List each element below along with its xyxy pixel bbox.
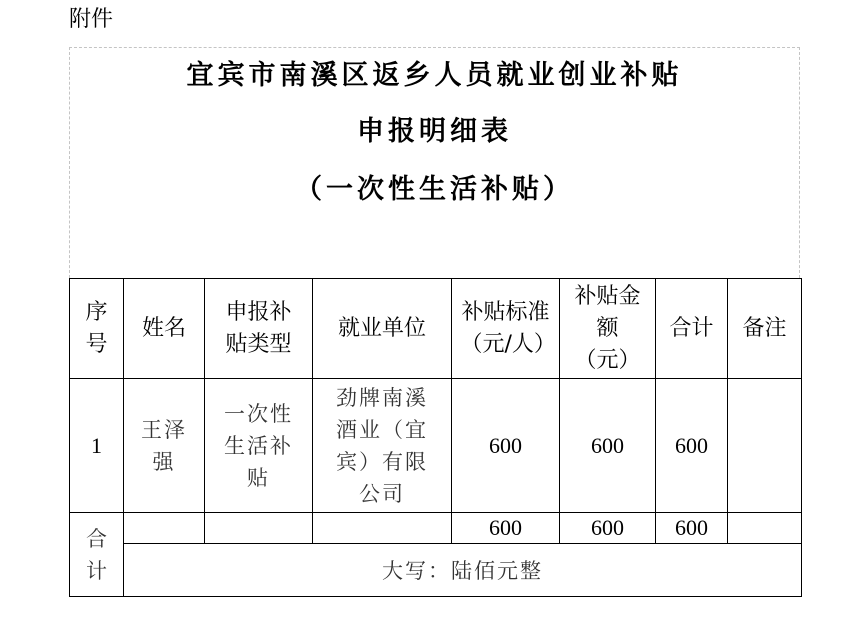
cell-standard: 600 — [452, 379, 560, 513]
summary-amount: 600 — [560, 513, 656, 544]
title-box — [69, 47, 800, 278]
summary-standard: 600 — [452, 513, 560, 544]
amount-in-words: 大写：陆佰元整 — [124, 544, 802, 597]
title-line-2: 申报明细表 — [357, 116, 512, 147]
table-row — [70, 379, 802, 513]
cell-employer: 劲牌南溪酒业（宜宾）有限公司 — [313, 379, 452, 513]
cell-name: 王泽强 — [124, 379, 205, 513]
header-employer: 就业单位 — [313, 279, 452, 379]
amount-in-words-row — [70, 544, 802, 597]
header-seq: 序号 — [70, 279, 124, 379]
cell-total: 600 — [656, 379, 728, 513]
subsidy-table — [69, 278, 802, 597]
header-amount: 补贴金额（元） — [560, 279, 656, 379]
summary-empty-employer — [313, 513, 452, 544]
header-total: 合计 — [656, 279, 728, 379]
summary-empty-type — [205, 513, 313, 544]
cell-remarks — [728, 379, 802, 513]
header-standard: 补贴标准（元/人） — [452, 279, 560, 379]
cell-seq: 1 — [70, 379, 124, 513]
cell-amount: 600 — [560, 379, 656, 513]
cell-subsidy-type: 一次性生活补贴 — [205, 379, 313, 513]
attachment-label: 附件 — [69, 7, 114, 32]
title-line-3: （一次性生活补贴） — [295, 174, 574, 205]
summary-empty-remarks — [728, 513, 802, 544]
header-name: 姓名 — [124, 279, 205, 379]
summary-empty-name — [124, 513, 205, 544]
header-remarks: 备注 — [728, 279, 802, 379]
summary-total: 600 — [656, 513, 728, 544]
summary-label-cell: 合计 — [70, 513, 124, 597]
header-subsidy-type: 申报补贴类型 — [205, 279, 313, 379]
header-row — [70, 279, 802, 379]
summary-row — [70, 513, 802, 544]
title-line-1: 宜宾市南溪区返乡人员就业创业补贴 — [186, 60, 683, 91]
